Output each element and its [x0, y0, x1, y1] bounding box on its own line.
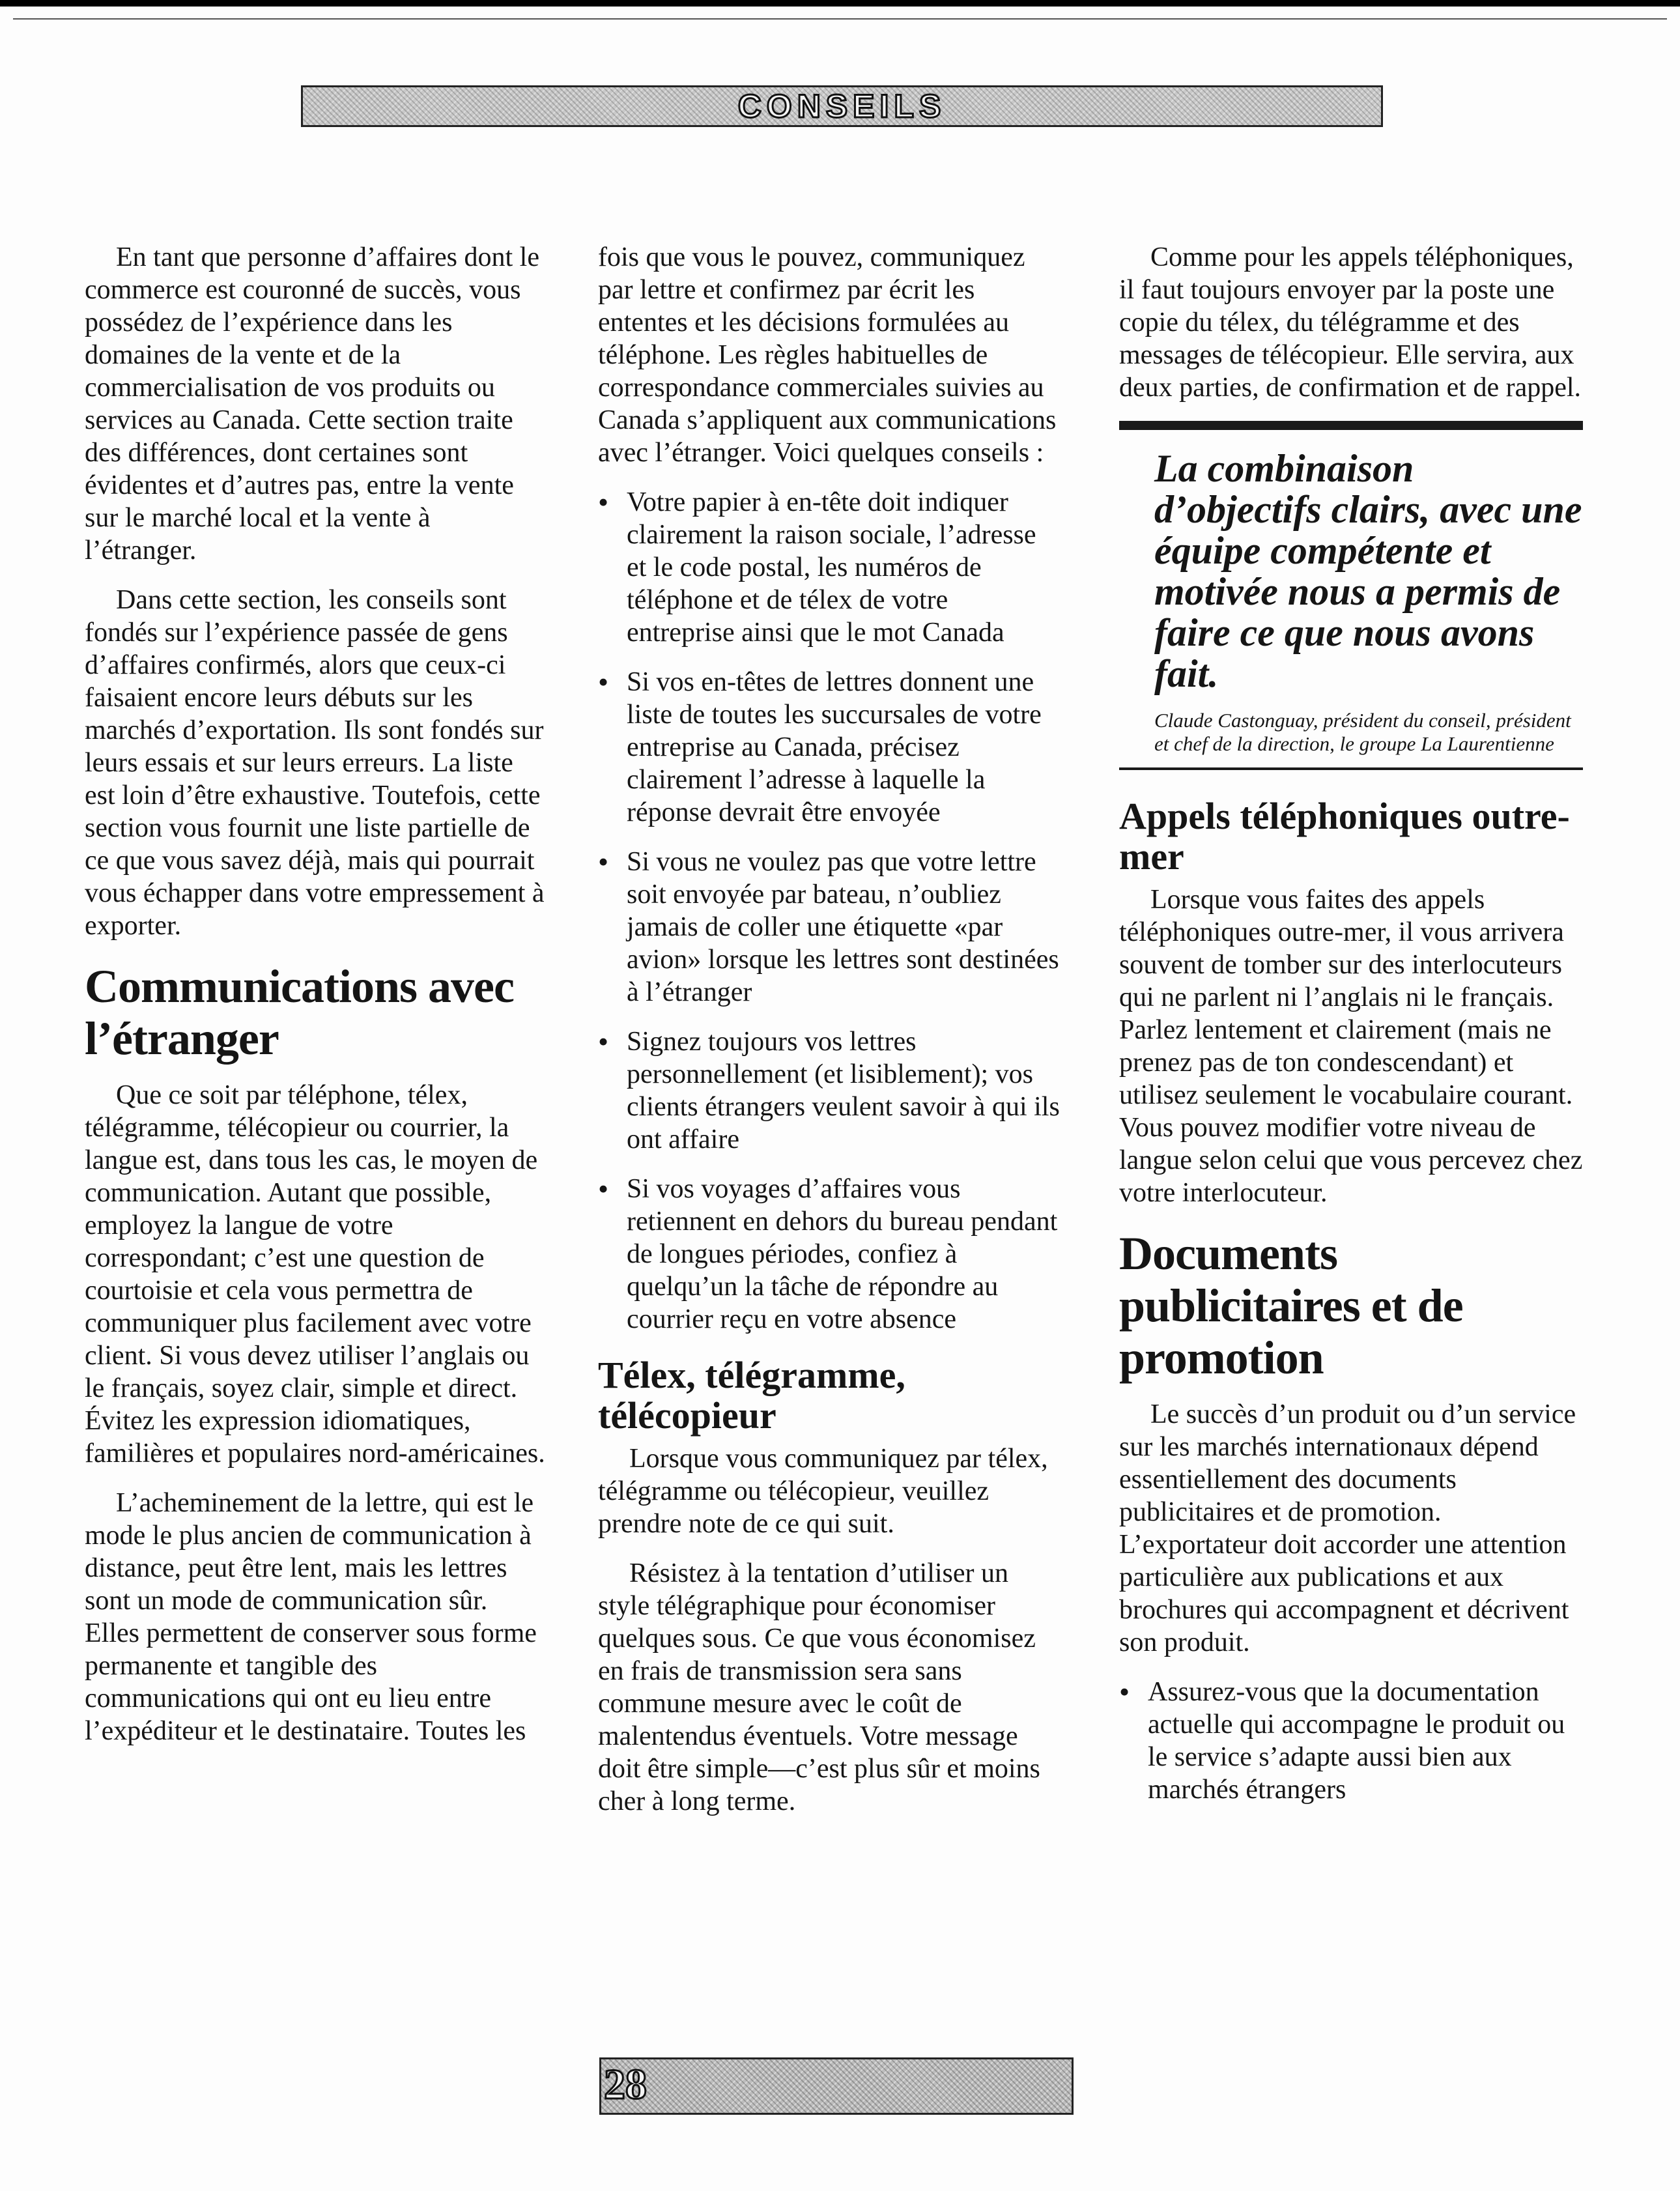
page-number: 28 [604, 2061, 647, 2108]
calls-paragraph: Lorsque vous faites des appels téléphoniques outre-mer, il vous arrivera souvent de tomber sur des interlocuteurs qui ne parlent ni l’anglais ni le français. Parlez lentement et clairement (mais ne prenez pas de ton condescendant) et utilisez seulement le vocabulaire courant. Vous pouvez modifier votre niveau de langue selon celui que vous percevez chez votre interlocuteur. [1119, 885, 1583, 1208]
list-item: • Si vos en-têtes de lettres donnent une liste de toutes les succursales de votre entreprise au Canada, précisez clairement l’adresse à laquelle la réponse devrait être envoyée [598, 666, 1062, 829]
communications-paragraph-2: L’acheminement de la lettre, qui est le mode le plus ancien de communication à distance, peut être lent, mais les lettres sont un mode de communication sûr. Elles permettent de conserver sous forme permanente et tangible des communications qui ont eu lieu entre l’expéditeur et le destinataire. Toutes les [85, 1488, 537, 1746]
top-thin-rule [13, 18, 1667, 20]
list-item: • Signez toujours vos lettres personnellement (et lisiblement); vos clients étrangers veulent savoir à qui ils ont affaire [598, 1025, 1062, 1156]
quote-top-rule [1119, 421, 1583, 430]
communications-paragraph-1: Que ce soit par téléphone, télex, télégramme, télécopieur ou courrier, la langue est, dans tous les cas, le moyen de communication. Autant que possible, employez la langue de votre correspondant; c’est une question de courtoisie et cela vous permettra de communiquer plus facilement avec votre client. Si vous devez utiliser l’anglais ou le français, soyez clair, simple et direct. Évitez les expression idiomatiques, familières et populaires nord-américaines. [85, 1080, 545, 1468]
column-3 [1119, 241, 1583, 1823]
heading-calls: Appels téléphoniques outre-mer [1119, 795, 1570, 878]
top-border [0, 0, 1680, 7]
telex-paragraph-1: Lorsque vous communiquez par télex, télégramme ou télécopieur, veuillez prendre note de ce qui suit. [598, 1444, 1048, 1539]
letter-tips-list [598, 486, 1062, 1336]
section-title: CONSEILS [737, 88, 947, 124]
heading-telex: Télex, télégramme, télécopieur [598, 1354, 905, 1437]
intro-paragraph-1: En tant que personne d’affaires dont le commerce est couronné de succès, vous possédez de l’expérience dans les domaines de la vente et de la commercialisation de vos produits ou services au Canada. Cette section traite des différences, dont certaines sont évidentes et d’autres pas, entre la vente sur le marché local et la vente à l’étranger. [85, 242, 539, 566]
documents-list [1119, 1676, 1583, 1806]
heading-documents: Documents publicitaires et de promotion [1119, 1227, 1463, 1384]
telex-paragraph-2: Résistez à la tentation d’utiliser un style télégraphique pour économiser quelques sous. Ce que vous économisez en frais de transmission sera sans commune mesure avec le coût de malentendus éventuels. Votre message doit être simple—c’est plus sûr et moins cher à long terme. [598, 1558, 1040, 1816]
page-footer [599, 2057, 1074, 2115]
quote-bottom-rule [1119, 767, 1583, 770]
section-banner [301, 85, 1383, 127]
pull-quote: La combinaison d’objectifs clairs, avec une équipe compétente et motivée nous a permis de faire ce que nous avons fait. [1154, 447, 1582, 695]
list-item: • Assurez-vous que la documentation actuelle qui accompagne le produit ou le service s’adapte aussi bien aux marchés étrangers [1119, 1676, 1583, 1806]
list-item: • Si vous ne voulez pas que votre lettre soit envoyée par bateau, n’oubliez jamais de coller une étiquette «par avion» lorsque les lettres sont destinées à l’étranger [598, 846, 1062, 1009]
confirmation-paragraph: Comme pour les appels téléphoniques, il faut toujours envoyer par la poste une copie du télex, du télégramme et des messages de télécopieur. Elle servira, aux deux parties, de confirmation et de rappel. [1119, 242, 1582, 403]
letters-paragraph: fois que vous le pouvez, communiquez par lettre et confirmez par écrit les ententes et les décisions formulées au téléphone. Les règles habituelles de correspondance commerciales suivies au Canada s’appliquent aux communications avec l’étranger. Voici quelques conseils : [598, 242, 1057, 468]
intro-paragraph-2: Dans cette section, les conseils sont fondés sur l’expérience passée de gens d’affaires confirmés, alors que ceux-ci faisaient encore leurs débuts sur les marchés d’exportation. Ils sont fondés sur leurs essais et sur leurs erreurs. La liste est loin d’être exhaustive. Toutefois, cette section vous fournit une liste partielle de ce que vous savez déjà, mais qui pourrait vous échapper dans votre empressement à exporter. [85, 585, 545, 941]
heading-communications: Communications avec l’étranger [85, 960, 514, 1065]
column-1 [85, 241, 547, 1764]
pull-quote-source: Claude Castonguay, président du conseil, président et chef de la direction, le groupe La Laurentienne [1154, 709, 1571, 755]
list-item: • Votre papier à en-tête doit indiquer clairement la raison sociale, l’adresse et le code postal, les numéros de téléphone et de télex de votre entreprise ainsi que le mot Canada [598, 486, 1062, 649]
list-item: • Si vos voyages d’affaires vous retiennent en dehors du bureau pendant de longues périodes, confiez à quelqu’un la tâche de répondre au courrier reçu en votre absence [598, 1173, 1062, 1336]
column-2 [598, 241, 1062, 1835]
documents-paragraph: Le succès d’un produit ou d’un service sur les marchés internationaux dépend essentiellement des documents publicitaires et de promotion. L’exportateur doit accorder une attention particulière aux publications et aux brochures qui accompagnent et décrivent son produit. [1119, 1399, 1576, 1657]
